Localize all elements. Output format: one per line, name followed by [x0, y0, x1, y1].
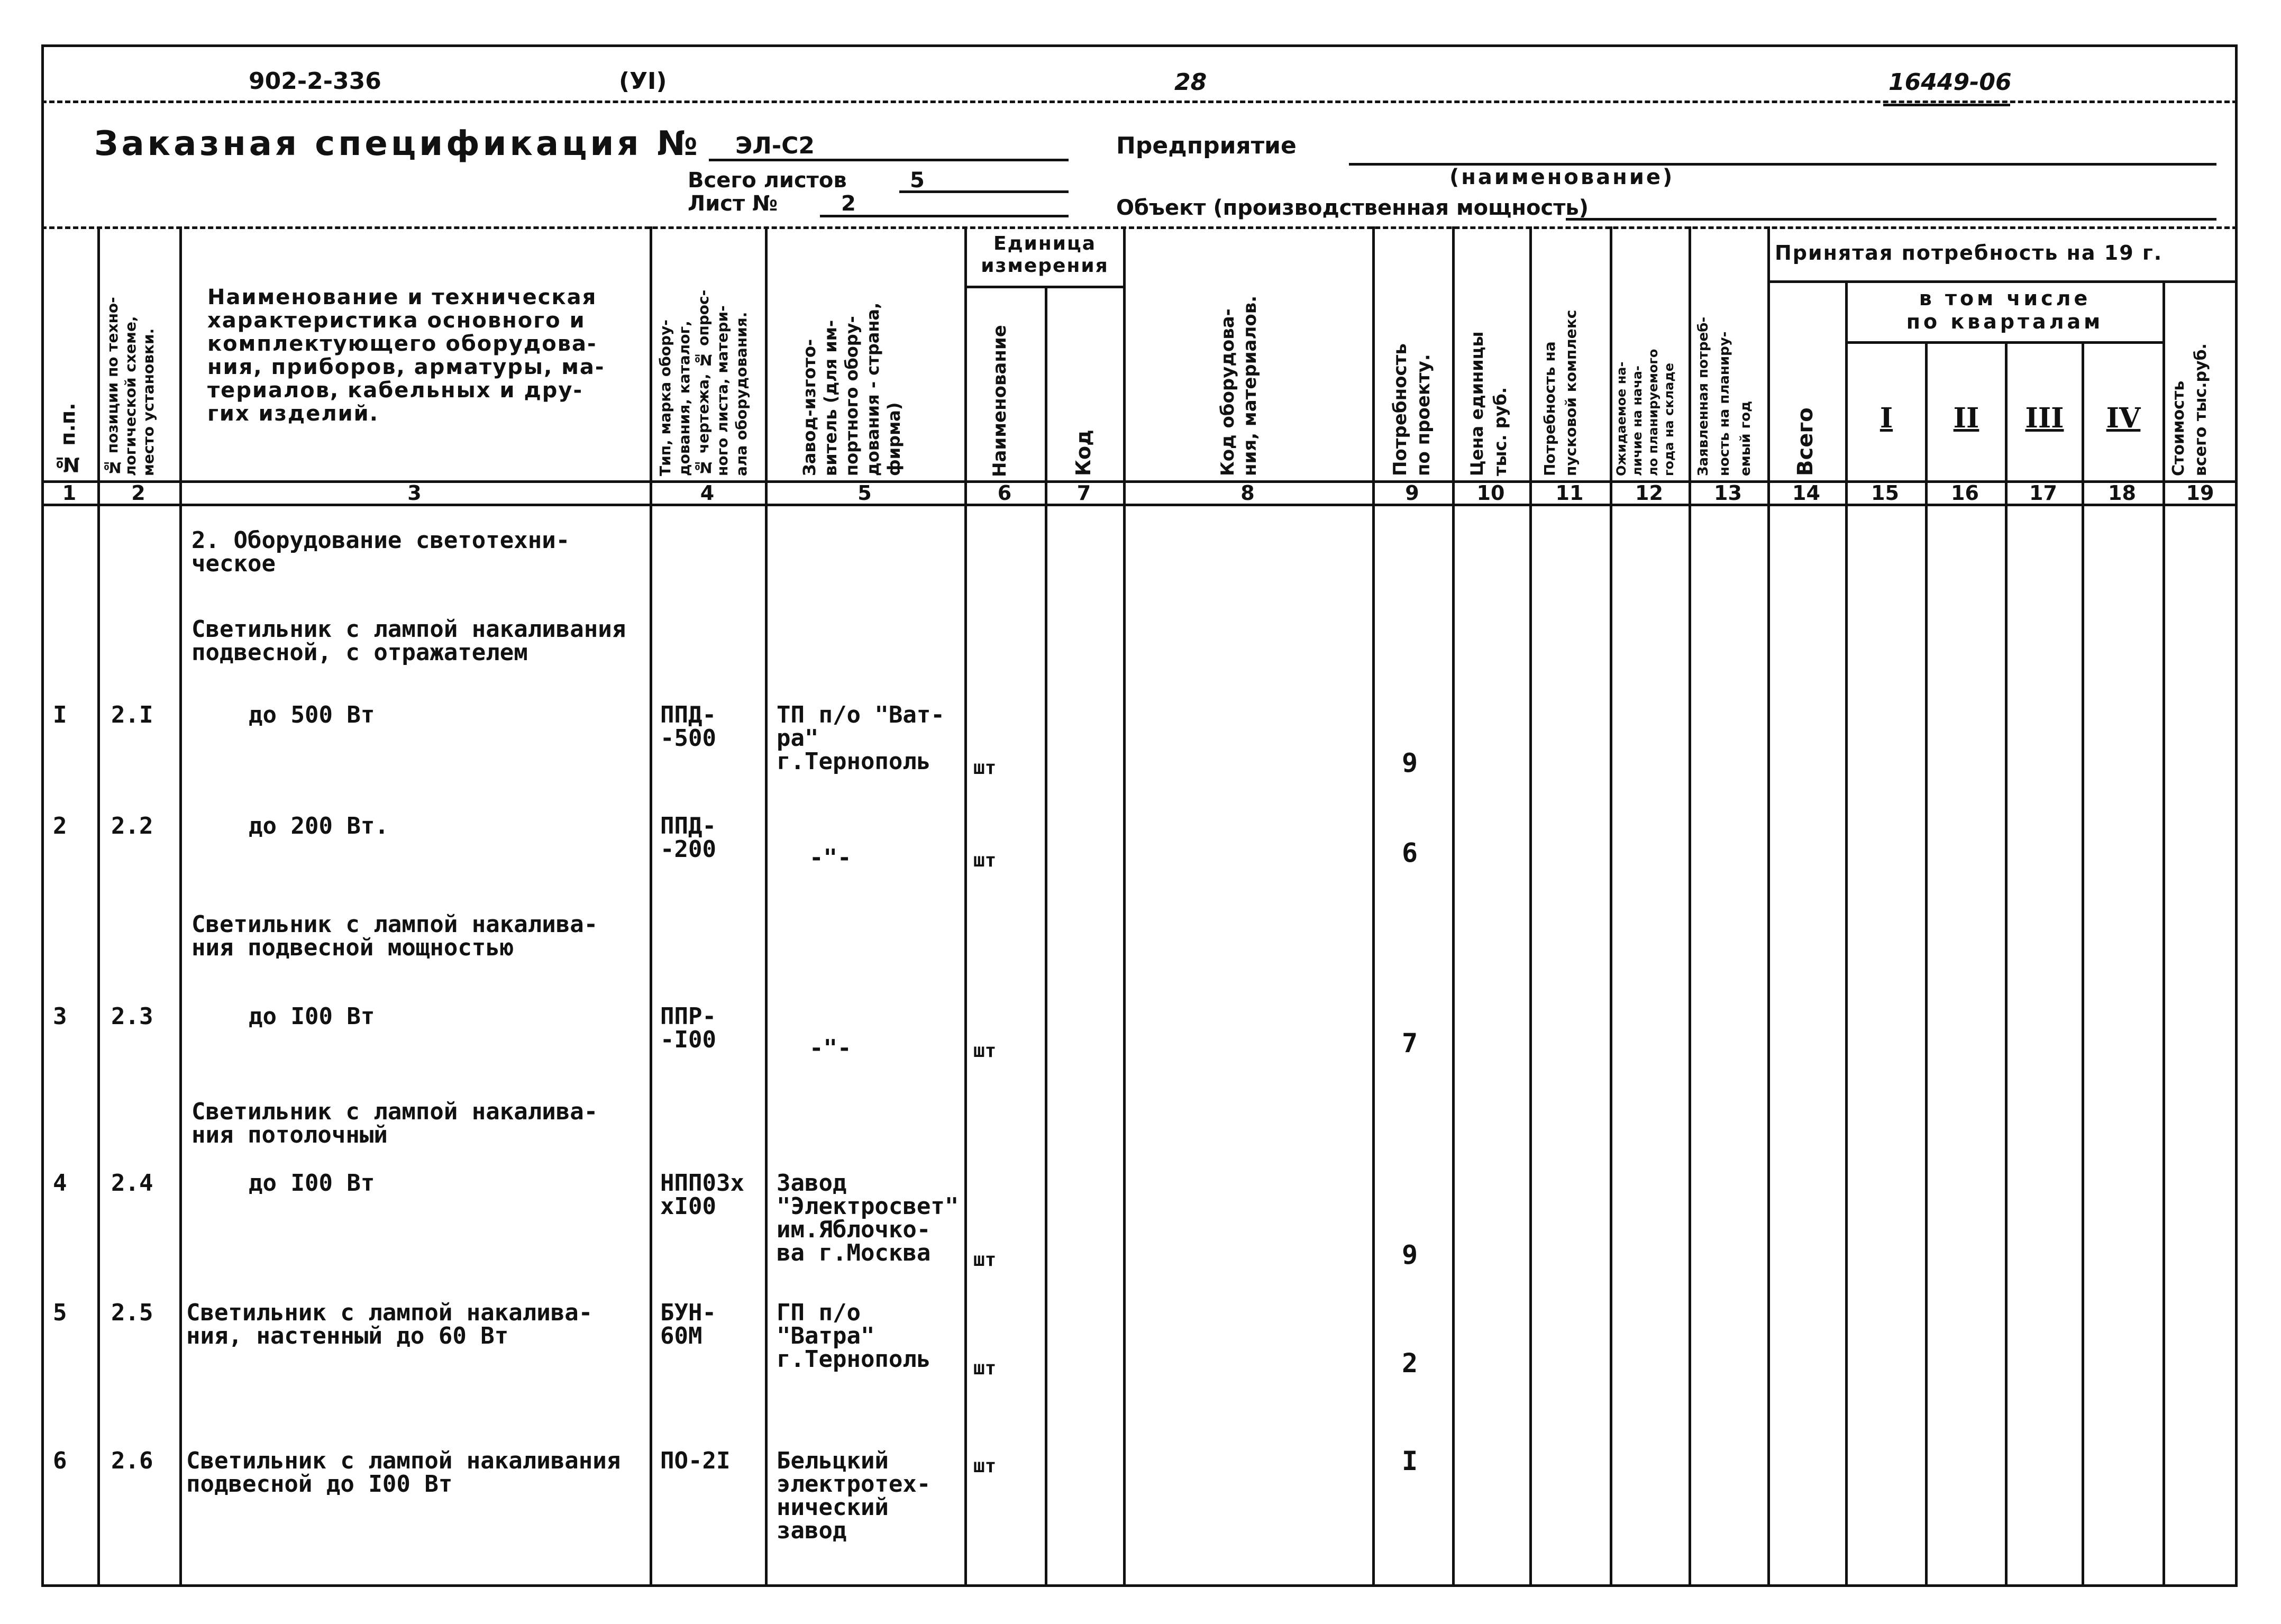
row-unit: шт — [973, 1455, 997, 1477]
sheet-value: 2 — [841, 191, 856, 216]
sheet-label: Лист № — [688, 191, 778, 216]
col-header-quarters-group: в том числе по кварталам — [1906, 287, 2104, 333]
row-item-name: до I00 Вт — [249, 1170, 375, 1197]
row-manufacturer: Бельцкий электротех- нический завод — [777, 1447, 931, 1544]
row-quantity: 2 — [1402, 1348, 1418, 1379]
col-header-accepted-group: Принятая потребность на 19 г. — [1775, 241, 2163, 264]
col-header-5: Завод-изгото- витель (для им- портного обору- дования - страна, фирма) — [799, 302, 904, 476]
row-number: 2 — [53, 813, 67, 840]
row-unit: шт — [973, 1357, 997, 1379]
row-quantity: 9 — [1402, 1239, 1418, 1270]
row-type: ППР- -I00 — [660, 1003, 716, 1053]
column-number-19: 19 — [2186, 481, 2214, 505]
column-number-17: 17 — [2029, 481, 2057, 505]
col-header-9: Потребность по проекту. — [1390, 343, 1434, 476]
doc-code: 902-2-336 — [249, 68, 381, 95]
sheet-line — [820, 215, 1069, 217]
column-number-5: 5 — [857, 481, 872, 505]
column-number-8: 8 — [1240, 481, 1255, 505]
column-number-3: 3 — [407, 481, 422, 505]
col-header-q3: III — [2025, 402, 2064, 434]
col-header-4: Тип, марка обору- дования, каталог, № чертежа, № опрос- ного листа, матери- ала оборудования. — [656, 289, 750, 476]
total-sheets-label: Всего листов — [688, 168, 847, 193]
spec-number-line — [709, 159, 1069, 161]
col-divider-5 — [964, 226, 967, 1587]
column-number-16: 16 — [1951, 481, 1979, 505]
page-number: 28 — [1174, 69, 1207, 96]
row-type: НПП03х хI00 — [660, 1170, 744, 1220]
row-item-name: до 200 Вт. — [249, 813, 389, 840]
row-position: 2.5 — [111, 1299, 153, 1326]
col-header-2: № позиции по техно- логической схеме, место установки. — [104, 297, 157, 476]
col-header-10: Цена единицы тыс. руб. — [1467, 331, 1510, 476]
row-unit: шт — [973, 850, 997, 871]
inventory-number: 16449-06 — [1888, 69, 2012, 96]
row-position: 2.2 — [111, 813, 153, 840]
row-position: 2.4 — [111, 1170, 153, 1197]
col-divider-3 — [650, 226, 652, 1587]
col-header-q2: II — [1953, 402, 1979, 434]
group-heading-pendant-power: Светильник с лампой накалива- ния подвесной мощностью — [191, 911, 598, 961]
row-unit: шт — [973, 1249, 997, 1271]
col-divider-17 — [2082, 341, 2084, 1587]
col-divider-7 — [1123, 226, 1126, 1587]
column-number-18: 18 — [2108, 481, 2136, 505]
row-quantity: 7 — [1402, 1028, 1418, 1059]
top-border — [41, 44, 2238, 47]
col-divider-8 — [1372, 226, 1375, 1587]
row-manufacturer: ГП п/о "Ватра" г.Тернополь — [777, 1299, 931, 1373]
col-divider-12 — [1689, 226, 1691, 1587]
column-number-1: 1 — [62, 481, 77, 505]
col-divider-9 — [1452, 226, 1455, 1587]
col-divider-16 — [2005, 341, 2008, 1587]
row-type: БУН- 60М — [660, 1299, 716, 1349]
total-sheets-line — [899, 190, 1069, 193]
column-number-12: 12 — [1635, 481, 1663, 505]
album-number: (УI) — [619, 68, 667, 95]
row-item-name: до 500 Вт — [249, 701, 375, 728]
section-title: 2. Оборудование светотехни- ческое — [191, 527, 570, 577]
column-number-10: 10 — [1476, 481, 1505, 505]
row-position: 2.6 — [111, 1447, 153, 1474]
row-quantity: I — [1402, 1446, 1418, 1476]
enterprise-label: Предприятие — [1116, 132, 1297, 159]
column-number-11: 11 — [1555, 481, 1584, 505]
col-header-6: Наименование — [989, 325, 1010, 477]
col-divider-4 — [765, 226, 768, 1587]
column-number-6: 6 — [997, 481, 1012, 505]
col-header-12: Ожидаемое на- личие на нача- ло планируемого года на складе — [1614, 349, 1676, 476]
row-type: ПО-2I — [660, 1447, 731, 1474]
column-number-14: 14 — [1792, 481, 1820, 505]
row-number: 6 — [53, 1447, 67, 1474]
col-divider-14 — [1845, 280, 1848, 1587]
col-header-1: № п.п. — [56, 403, 79, 476]
row-type: ППД- -500 — [660, 701, 716, 752]
column-number-4: 4 — [700, 481, 715, 505]
accepted-group-line — [1767, 280, 2238, 283]
column-number-9: 9 — [1405, 481, 1419, 505]
col-header-7: Код — [1072, 430, 1095, 476]
row-position: 2.I — [111, 701, 153, 728]
spec-number: ЭЛ-С2 — [735, 132, 815, 159]
col-header-q4: IV — [2106, 402, 2141, 434]
total-sheets-value: 5 — [910, 168, 925, 193]
col-divider-18 — [2163, 280, 2165, 1587]
col-header-8: Код оборудова- ния, материалов. — [1217, 295, 1261, 476]
row-manufacturer: -"- — [809, 844, 852, 871]
row-unit: шт — [973, 757, 997, 779]
col-divider-15 — [1925, 341, 1928, 1587]
column-number-13: 13 — [1714, 481, 1742, 505]
row-manufacturer: Завод "Электросвет" им.Яблочко- ва г.Москва — [777, 1170, 959, 1266]
row-type: ППД- -200 — [660, 813, 716, 863]
col-divider-6 — [1045, 286, 1047, 1587]
row-unit: шт — [973, 1040, 997, 1062]
group-heading-pendant: Светильник с лампой накаливания подвесной, с отражателем — [191, 616, 626, 666]
row-item-name: Светильник с лампой накаливания подвесной до I00 Вт — [186, 1447, 621, 1498]
row-number: 3 — [53, 1003, 67, 1030]
object-label: Объект (производственная мощность) — [1116, 196, 1589, 220]
inventory-underline — [1883, 104, 2010, 106]
col-header-19: Стоимость всего тыс.руб. — [2169, 343, 2210, 476]
name-caption: (наименование) — [1449, 165, 1675, 189]
col-divider-2 — [179, 226, 182, 1587]
row-number: I — [53, 701, 67, 728]
col-divider-13 — [1767, 226, 1770, 1587]
col-header-3: Наименование и техническая характеристика основного и комплектующего оборудова- ния, приборов, арматуры, ма- териалов, кабельных и дру- гих изделий. — [207, 285, 605, 426]
row-quantity: 6 — [1402, 837, 1418, 868]
spec-title: Заказная спецификация № — [94, 124, 701, 163]
row-number: 5 — [53, 1299, 67, 1326]
row-quantity: 9 — [1402, 747, 1418, 778]
column-number-2: 2 — [131, 481, 145, 505]
col-header-q1: I — [1879, 402, 1893, 434]
column-number-15: 15 — [1871, 481, 1899, 505]
col-header-13: Заявленная потреб- ность на планиру- емый год — [1695, 316, 1754, 476]
col-header-11: Потребность на пусковой комплекс — [1541, 309, 1580, 476]
col-divider-11 — [1610, 226, 1612, 1587]
col-divider-1 — [97, 226, 100, 1587]
table-top-border — [41, 226, 2238, 229]
column-number-7: 7 — [1076, 481, 1091, 505]
row-item-name: Светильник с лампой накалива- ния, настенный до 60 Вт — [186, 1299, 593, 1349]
col-header-14: Всего — [1793, 407, 1818, 476]
unit-group-line — [964, 286, 1123, 288]
group-heading-ceiling: Светильник с лампой накалива- ния потолочный — [191, 1098, 598, 1148]
quarters-group-line — [1845, 341, 2163, 344]
row-manufacturer: -"- — [809, 1035, 852, 1062]
row-position: 2.3 — [111, 1003, 153, 1030]
row-number: 4 — [53, 1170, 67, 1197]
object-line — [1566, 218, 2216, 221]
col-divider-10 — [1529, 226, 1532, 1587]
col-header-unit-group: Единица измерения — [981, 233, 1109, 277]
row-item-name: до I00 Вт — [249, 1003, 375, 1030]
row-manufacturer: ТП п/о "Ват- ра" г.Тернополь — [777, 701, 945, 775]
header-divider — [41, 101, 2238, 103]
